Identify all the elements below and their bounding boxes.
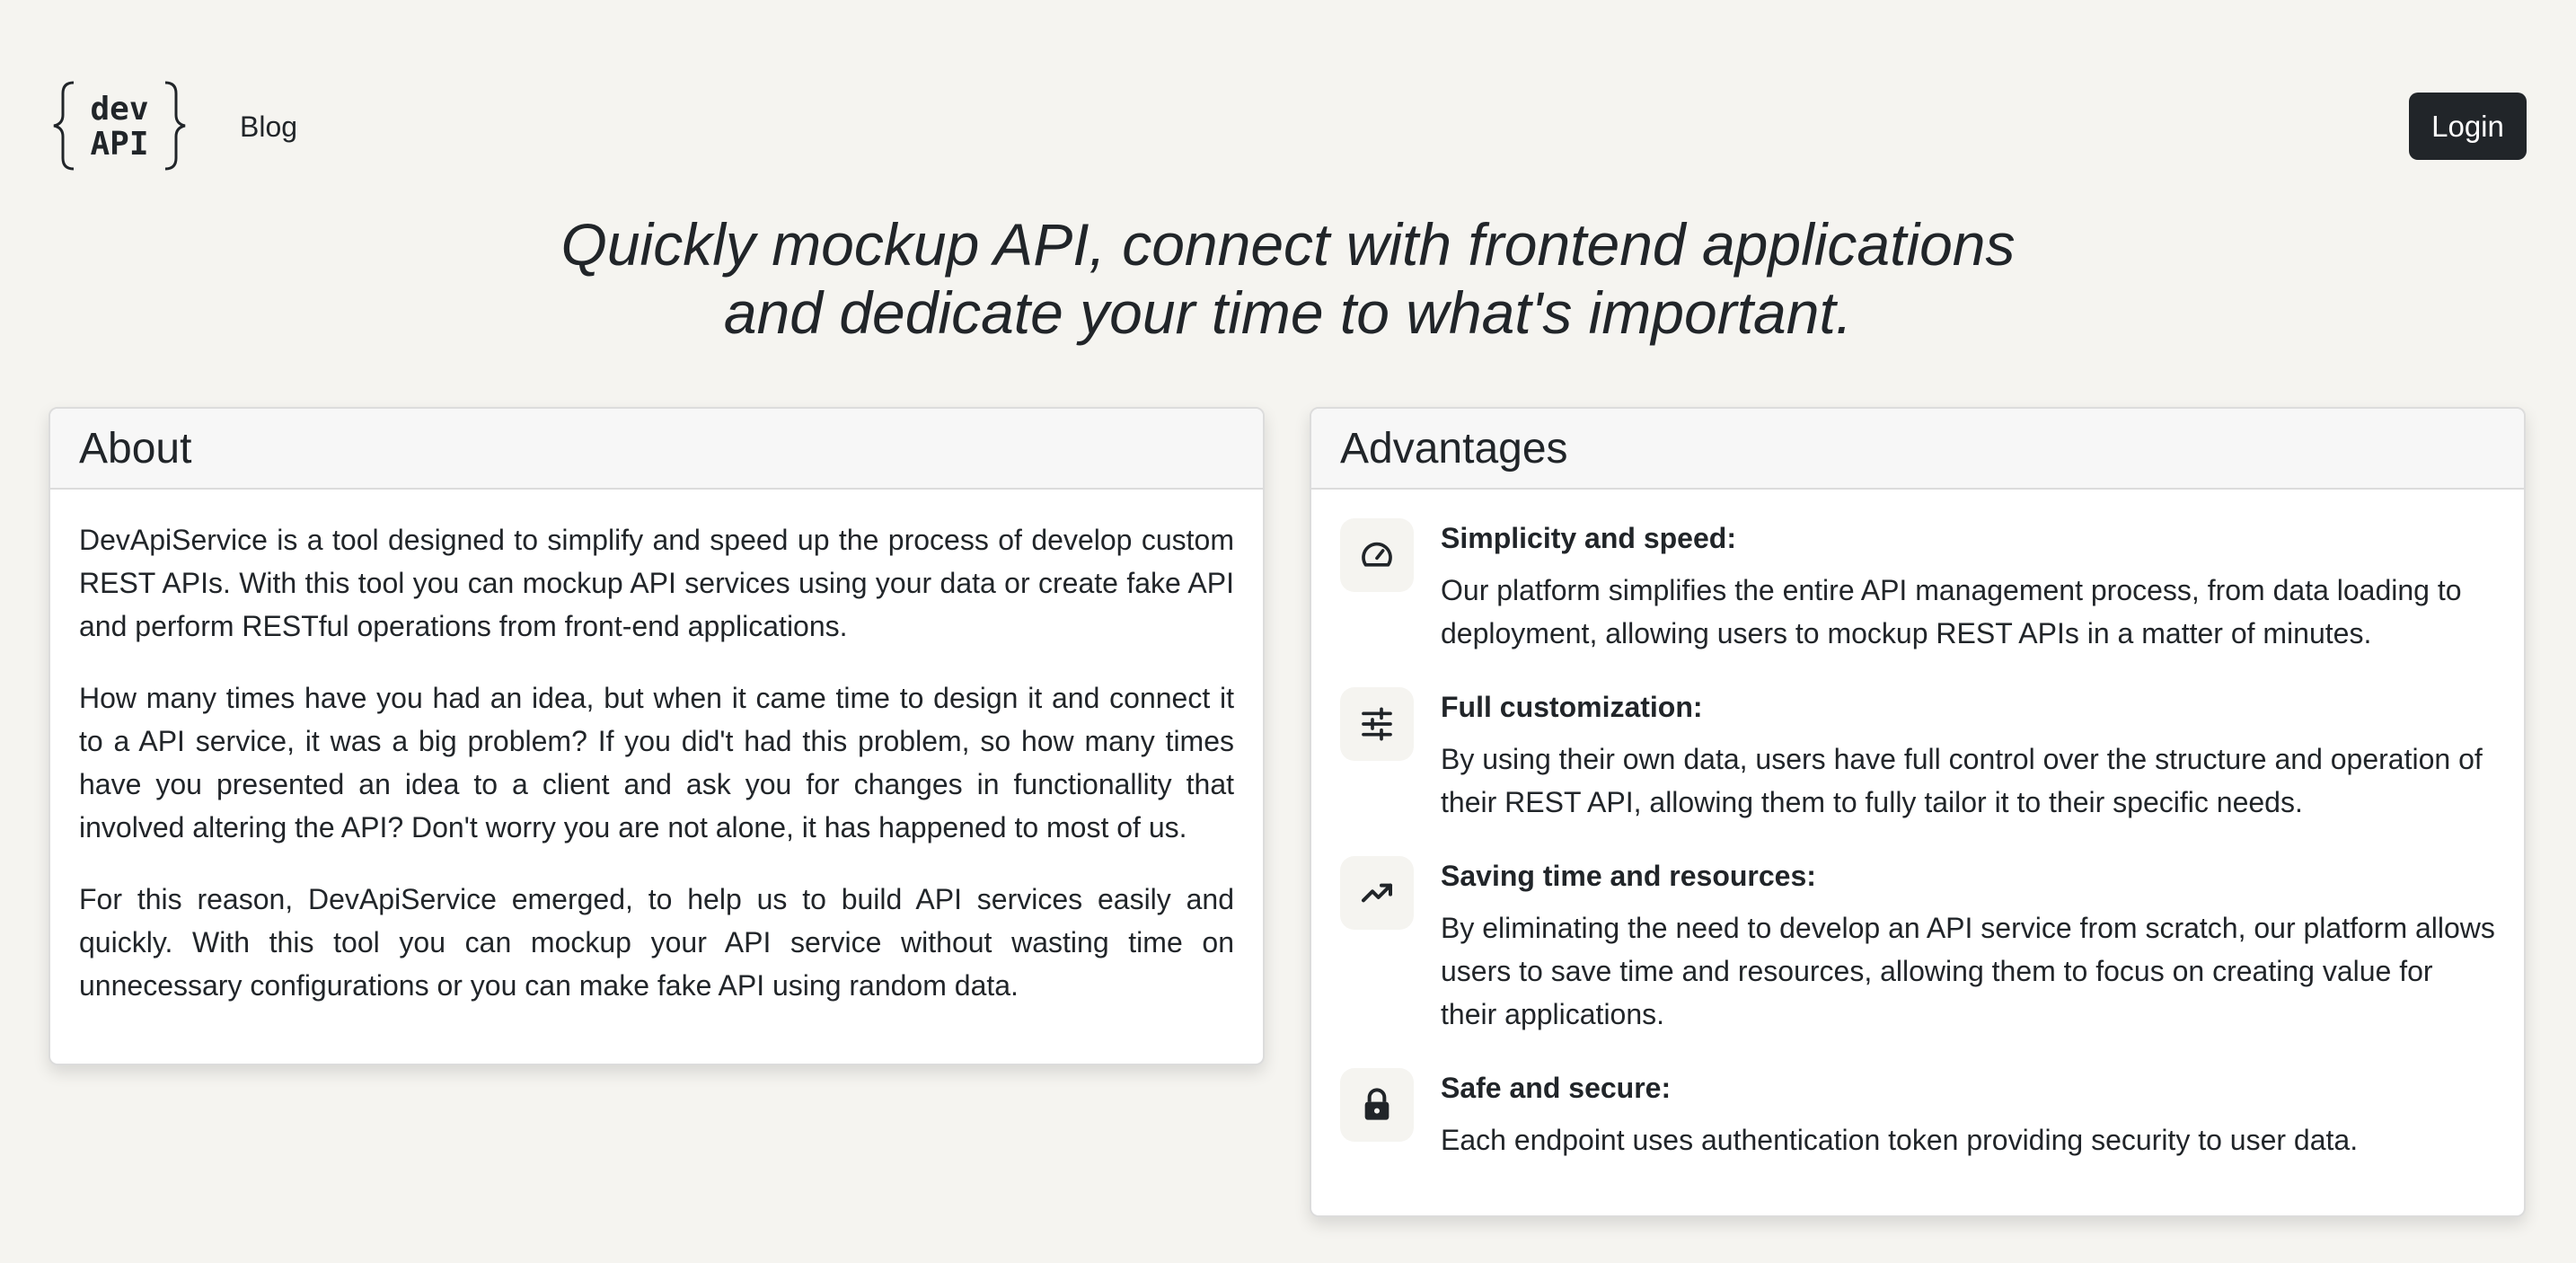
sliders-icon (1340, 687, 1414, 761)
about-paragraph: How many times have you had an idea, but when it came time to design it and connect it to a API service, it was a big problem? If you did't had this problem, so how many times have you presented an idea to a client and ask you for changes in functionallity that involved altering the API? Don't worry you are not alone, it has happened to most of us. (79, 682, 1234, 843)
advantage-text: By eliminating the need to develop an API service from scratch, our platform allows users to save time and resources, allowing them to focus on creating value for their applications. (1441, 912, 2495, 1030)
advantage-item-simplicity (1340, 518, 2495, 655)
hero-tagline-line2: and dedicate your time to what's important. (723, 279, 1853, 346)
advantage-item-customization (1340, 687, 2495, 824)
trending-up-icon (1340, 856, 1414, 930)
logo-text-dev: dev (90, 91, 149, 128)
about-card-body (50, 490, 1263, 1007)
login-button[interactable]: Login (2409, 93, 2527, 160)
advantages-card-body (1311, 490, 2524, 1161)
hero-tagline-line1: Quickly mockup API, connect with frontend applications (560, 211, 2016, 278)
logo[interactable] (50, 79, 189, 172)
advantages-card (1310, 407, 2526, 1217)
advantages-card-title: Advantages (1311, 409, 2524, 490)
advantage-title: Simplicity and speed: (1441, 522, 1736, 554)
advantage-title: Safe and secure: (1441, 1072, 1672, 1104)
advantage-text: Our platform simplifies the entire API management process, from data loading to deployment, allowing users to mockup REST APIs in a matter of minutes. (1441, 574, 2462, 649)
advantage-title: Full customization: (1441, 691, 1703, 723)
hero-tagline (0, 210, 2576, 347)
about-card (49, 407, 1265, 1065)
nav-link-blog[interactable]: Blog (240, 110, 298, 143)
logo-text-api: API (90, 126, 149, 163)
about-card-title: About (50, 409, 1263, 490)
lock-icon (1340, 1068, 1414, 1142)
advantage-text: By using their own data, users have full control over the structure and operation of their REST API, allowing them to fully tailor it to their specific needs. (1441, 743, 2483, 818)
advantage-item-saving (1340, 856, 2495, 1036)
advantage-title: Saving time and resources: (1441, 860, 1816, 892)
advantage-item-secure (1340, 1068, 2495, 1161)
about-paragraph: DevApiService is a tool designed to simplify and speed up the process of develop custom REST APIs. With this tool you can mockup API services using your data or create fake API and perform RESTful operations from front-end applications. (79, 524, 1234, 642)
about-paragraph: For this reason, DevApiService emerged, to help us to build API services easily and quickly. With this tool you can mockup your API service without wasting time on unnecessary configurations or you can make fake API using random data. (79, 883, 1234, 1002)
speedometer-icon (1340, 518, 1414, 592)
advantage-text: Each endpoint uses authentication token providing security to user data. (1441, 1124, 2359, 1156)
